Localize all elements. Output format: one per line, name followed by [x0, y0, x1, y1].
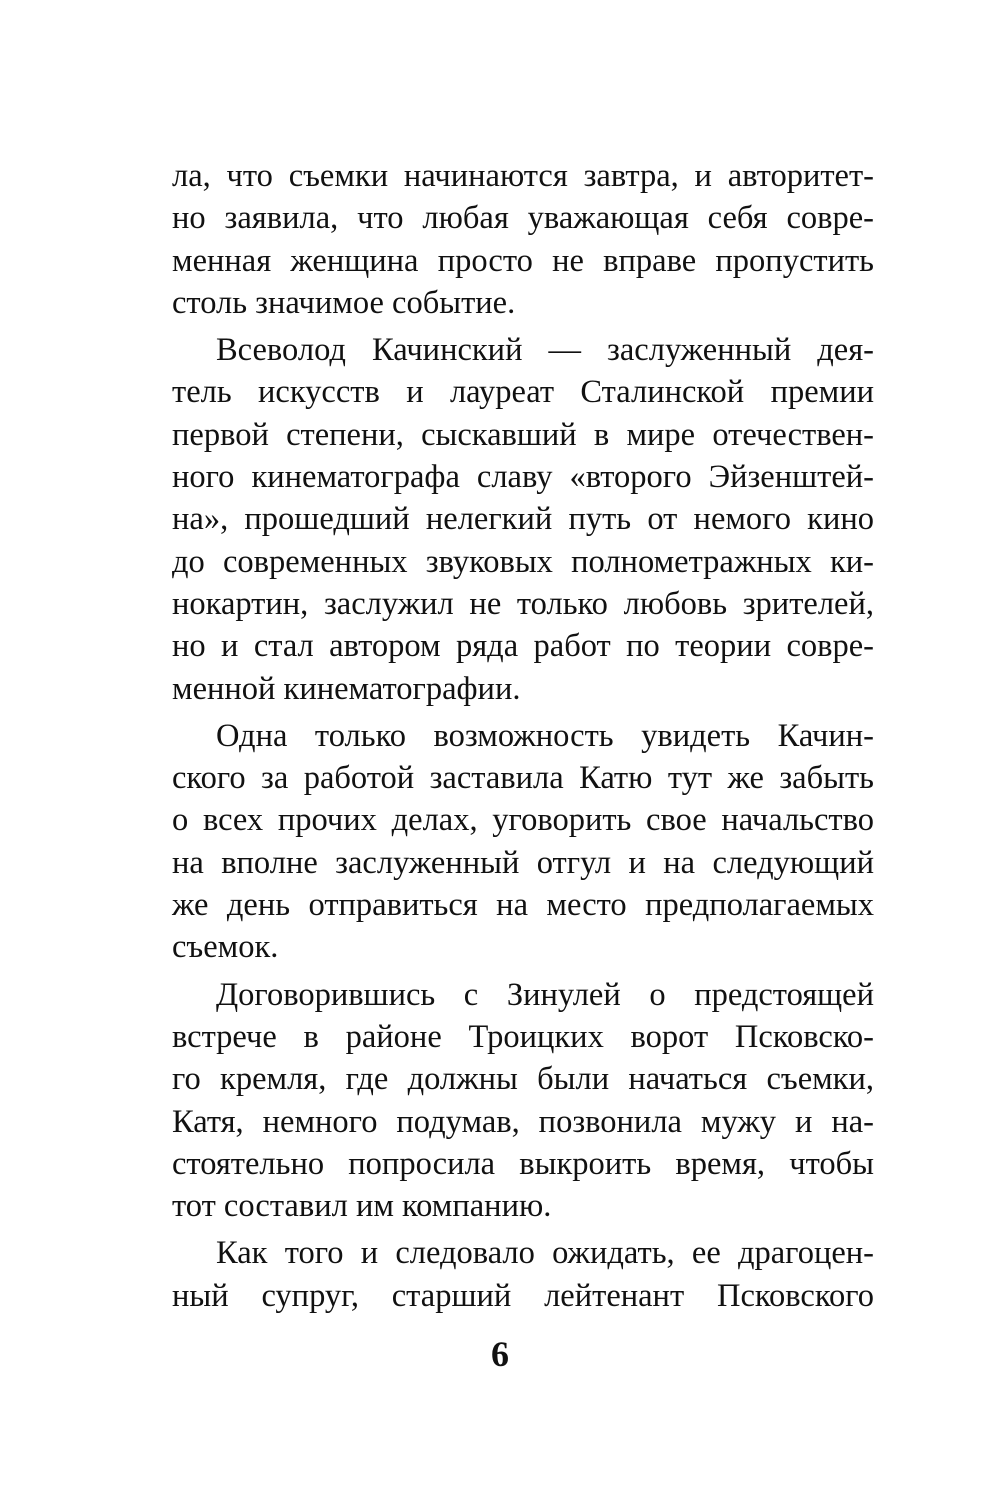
text-line: Катя, немного подумав, позвонила мужу и на-: [172, 1103, 874, 1140]
text-line: менной кинематографии.: [172, 670, 521, 707]
text-line: до современных звуковых полнометражных ки-: [172, 543, 874, 580]
text-line: столь значимое событие.: [172, 284, 516, 321]
text-line: Как того и следовало ожидать, ее драгоцен-: [216, 1235, 874, 1272]
text-line: ского за работой заставила Катю тут же забыть: [172, 760, 874, 797]
text-line: стоятельно попросила выкроить время, чтобы: [172, 1145, 874, 1182]
text-line: ного кинематографа славу «второго Эйзенштей-: [172, 459, 874, 496]
text-line: но заявила, что любая уважающая себя совре-: [172, 200, 874, 237]
paragraph-4: [172, 974, 874, 1228]
body-text: [172, 155, 874, 1322]
paragraph-3: [172, 715, 874, 969]
text-line: встрече в районе Троицких ворот Псковско-: [172, 1018, 874, 1055]
page-number: 6: [491, 1334, 509, 1374]
paragraph-2: [172, 329, 874, 710]
text-line: тот составил им компанию.: [172, 1188, 552, 1225]
text-line: ла, что съемки начинаются завтра, и авторитет-: [172, 158, 874, 194]
text-line: на вполне заслуженный отгул и на следующий: [172, 844, 874, 881]
text-line: о всех прочих делах, уговорить свое начальство: [172, 802, 874, 839]
text-line: первой степени, сыскавший в мире отечествен-: [172, 416, 874, 453]
text-line: ный супруг, старший лейтенант Псковского: [172, 1277, 874, 1314]
text-line: го кремля, где должны были начаться съемки,: [172, 1061, 874, 1098]
text-line: съемок.: [172, 929, 279, 966]
text-line: но и стал автором ряда работ по теории совре-: [172, 628, 874, 665]
paragraph-1: [172, 155, 874, 324]
text-line: на», прошедший нелегкий путь от немого кино: [172, 501, 874, 538]
paragraph-5: [172, 1232, 874, 1317]
text-line: же день отправиться на место предполагаемых: [172, 887, 874, 924]
text-line: нокартин, заслужил не только любовь зрителей,: [172, 585, 874, 622]
text-line: менная женщина просто не вправе пропустить: [172, 242, 874, 279]
text-line: тель искусств и лауреат Сталинской премии: [172, 374, 874, 411]
text-line: Одна только возможность увидеть Качин-: [216, 717, 874, 754]
text-line: Договорившись с Зинулей о предстоящей: [216, 976, 874, 1013]
text-line: Всеволод Качинский — заслуженный дея-: [216, 332, 874, 369]
